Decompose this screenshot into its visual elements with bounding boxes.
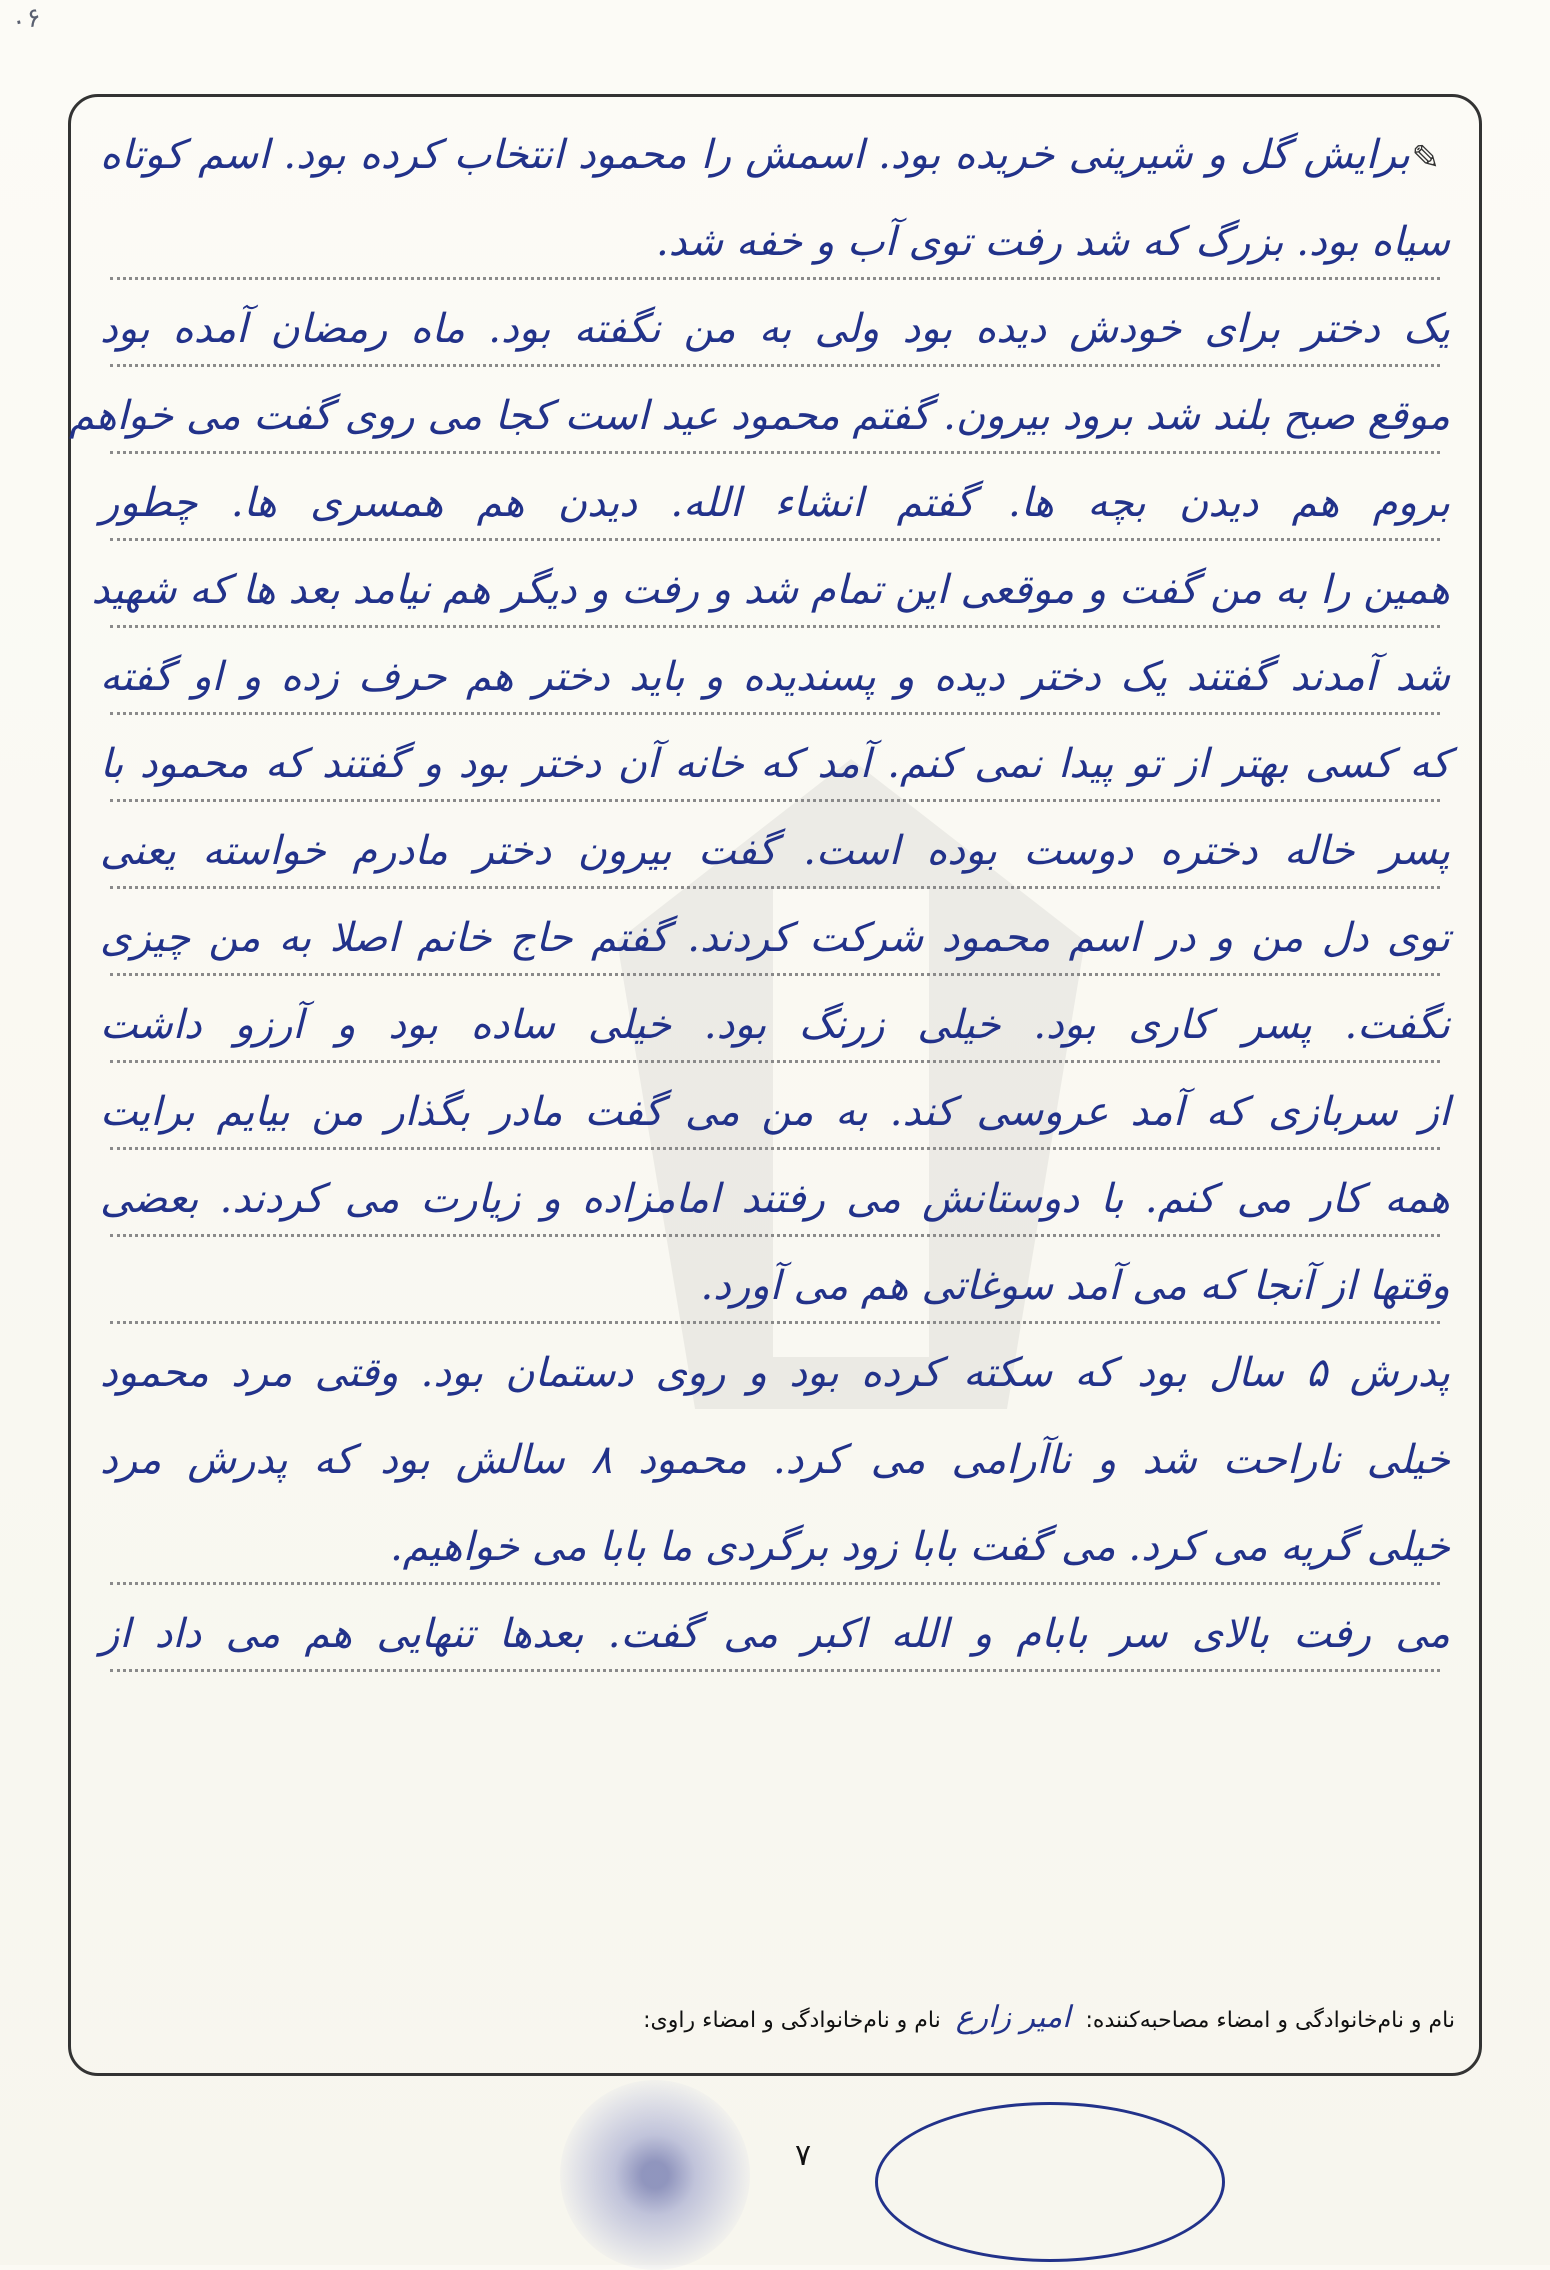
- text-line: [100, 1164, 1450, 1251]
- text-line-content: شد آمدند گفتند یک دختر دیده و پسندیده و باید دختر هم حرف زده و او گفته: [100, 654, 1450, 700]
- page-number: ۷: [795, 2138, 812, 2173]
- text-line-content: توی دل من و در اسم محمود شرکت کردند. گفتم حاج خانم اصلا به من چیزی: [100, 915, 1450, 961]
- text-line: [91, 555, 1450, 642]
- text-line: [100, 468, 1450, 555]
- text-line-content: موقع صبح بلند شد برود بیرون. گفتم محمود عید است کجا می روی گفت می خواهم: [69, 393, 1450, 439]
- text-line: [100, 816, 1450, 903]
- interviewer-label: نام و نام‌خانوادگی و امضاء مصاحبه‌کننده:: [1085, 2008, 1455, 2033]
- text-line-content: سیاه بود. بزرگ که شد رفت توی آب و خفه شد.: [655, 219, 1450, 265]
- text-line-content: خیلی ناراحت شد و ناآرامی می کرد. محمود ۸ سالش بود که پدرش مرد: [100, 1437, 1451, 1483]
- text-line-content: همین را به من گفت و موقعی این تمام شد و رفت و دیگر هم نیامد بعد ها که شهید: [91, 567, 1450, 613]
- fingerprint-mark: [560, 2080, 750, 2270]
- text-line-content: وقتها از آنجا که می آمد سوغاتی هم می آورد.: [700, 1263, 1450, 1309]
- text-line-content: پدرش ۵ سال بود که سکته کرده بود و روی دستمان بود. وقتی مرد محمود: [100, 1350, 1450, 1396]
- text-line: [100, 120, 1450, 207]
- text-line: [100, 1251, 1450, 1338]
- text-line-content: پسر خاله دختره دوست بوده است. گفت بیرون دختر مادرم خواسته یعنی: [100, 828, 1450, 874]
- text-line-content: همه کار می کنم. با دوستانش می رفتند امامزاده و زیارت می کردند. بعضی: [100, 1176, 1450, 1222]
- text-line: [100, 1425, 1450, 1512]
- text-line-content: خیلی گریه می کرد. می گفت بابا زود برگردی ما بابا می خواهیم.: [390, 1524, 1450, 1570]
- text-line: [100, 207, 1450, 294]
- text-line-content: بروم هم دیدن بچه ها. گفتم انشاء الله. دیدن هم همسری ها. چطور: [100, 480, 1450, 526]
- text-line-content: می رفت بالای سر بابام و الله اکبر می گفت. بعدها تنهایی هم می داد از: [100, 1611, 1450, 1657]
- text-line: [100, 903, 1450, 990]
- text-line: [100, 1512, 1450, 1599]
- narrator-label: نام و نام‌خانوادگی و امضاء راوی:: [643, 2008, 941, 2033]
- text-line-content: یک دختر برای خودش دیده بود ولی به من نگفته بود. ماه رمضان آمده بود: [100, 306, 1450, 352]
- text-line: [100, 1338, 1450, 1425]
- signature-oval: [875, 2102, 1225, 2262]
- text-line: [100, 1599, 1450, 1686]
- text-line: [100, 990, 1450, 1077]
- corner-number: ۰۶: [7, 2, 45, 38]
- text-line-content: نگفت. پسر کاری بود. خیلی زرنگ بود. خیلی ساده بود و آرزو داشت: [100, 1002, 1450, 1048]
- pen-mark-icon: ✎: [1411, 138, 1440, 178]
- text-line: [100, 729, 1450, 816]
- signature-footer: [643, 2000, 1455, 2035]
- text-line: [100, 642, 1450, 729]
- text-line: [100, 294, 1450, 381]
- text-line-content: از سربازی که آمد عروسی کند. به من می گفت مادر بگذار من بیایم برایت: [100, 1089, 1450, 1135]
- text-line: [100, 1077, 1450, 1164]
- text-line-content: برایش گل و شیرینی خریده بود. اسمش را محمود انتخاب کرده بود. اسم کوتاه: [100, 132, 1410, 178]
- text-line-content: که کسی بهتر از تو پیدا نمی کنم. آمد که خانه آن دختر بود و گفتند که محمود با: [100, 741, 1450, 787]
- interviewer-name: امیر زارع: [955, 2000, 1071, 2035]
- handwritten-text-block: [69, 120, 1451, 1686]
- text-line: [69, 381, 1450, 468]
